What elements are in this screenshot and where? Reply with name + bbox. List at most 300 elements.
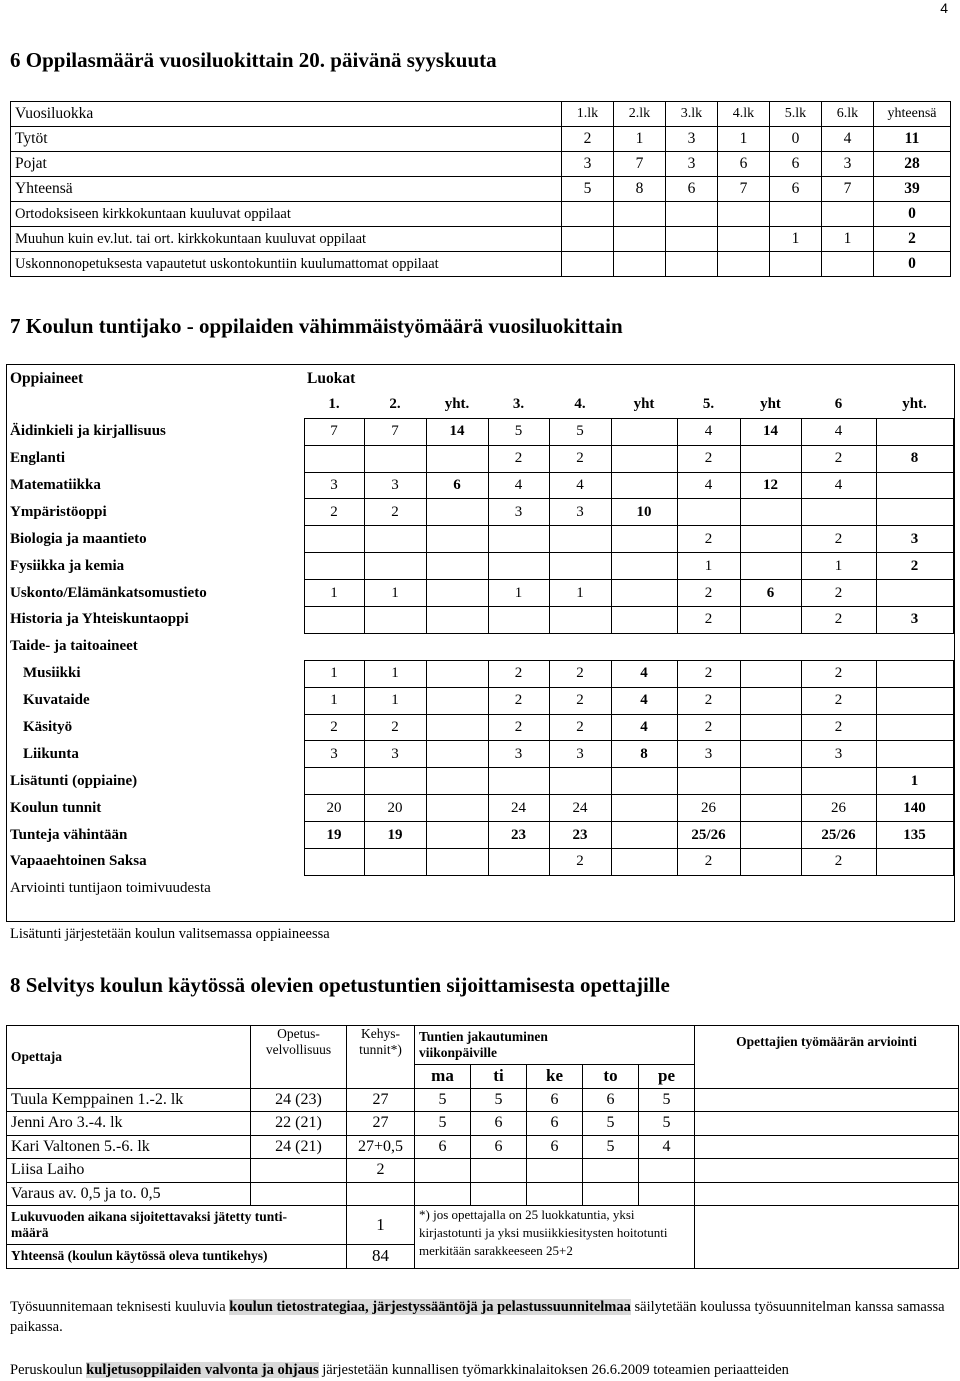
cell-total: 0 [874, 252, 951, 277]
cell [614, 202, 666, 227]
cell: 4 [822, 127, 874, 152]
cell [549, 633, 611, 660]
cell [364, 875, 426, 901]
cell: 2 [677, 687, 740, 714]
cell [304, 607, 364, 634]
cell: 1 [304, 687, 364, 714]
cell: 6 [718, 152, 770, 177]
cell: 8 [876, 445, 953, 472]
cell: 26 [677, 795, 740, 822]
cell: 2 [364, 714, 426, 741]
cell: 3 [876, 526, 953, 553]
cell [801, 633, 876, 660]
day-header: to [583, 1065, 639, 1089]
cell: 7 [822, 177, 874, 202]
header-obligation: Opetus- velvollisuus [251, 1026, 347, 1089]
cell: 7 [614, 152, 666, 177]
cell: 0 [770, 127, 822, 152]
day-header: pe [639, 1065, 695, 1089]
footnote: *) jos opettajalla on 25 luokkatuntia, yksi kirjastotunti ja yksi musiikkiesitysten hoitotunti merkitään sarakkeeseen 25+2 [415, 1206, 695, 1269]
cell: 2 [304, 714, 364, 741]
cell [364, 445, 426, 472]
day-value: 5 [583, 1112, 639, 1136]
para2-text: Peruskoulun [10, 1362, 87, 1378]
cell: 2 [677, 445, 740, 472]
header-col: 1.lk [562, 102, 614, 127]
teacher-name: Kari Valtonen 5.-6. lk [7, 1135, 251, 1159]
table-row [7, 445, 953, 472]
day-value: 6 [583, 1088, 639, 1112]
obligation: 24 (21) [251, 1135, 347, 1159]
cell: 4 [801, 472, 876, 499]
header-col: 2.lk [614, 102, 666, 127]
cell: 3 [666, 152, 718, 177]
cell [611, 768, 677, 795]
cell [364, 768, 426, 795]
row-label: Ortodoksiseen kirkkokuntaan kuuluvat oppilaat [11, 202, 562, 227]
cell: 4 [611, 660, 677, 687]
row-label: Muuhun kuin ev.lut. tai ort. kirkkokuntaan kuuluvat oppilaat [11, 227, 562, 252]
cell: 1 [364, 660, 426, 687]
day-value: 6 [415, 1135, 471, 1159]
header-kehys: Kehys- tunnit*) [347, 1026, 415, 1089]
cell: 2 [304, 499, 364, 526]
cell [770, 252, 822, 277]
teacher-name: Liisa Laiho [7, 1159, 251, 1183]
cell [304, 633, 364, 660]
cell [611, 418, 677, 445]
cell: 3 [364, 472, 426, 499]
curriculum-table [7, 366, 954, 902]
cell [614, 227, 666, 252]
day-value [415, 1159, 471, 1183]
para1-text: Työsuunnitemaan teknisesti kuuluvia [10, 1299, 230, 1315]
col-header: yht [633, 396, 655, 413]
cell: 26 [801, 795, 876, 822]
cell: 2 [801, 445, 876, 472]
cell [611, 795, 677, 822]
cell: 2 [562, 127, 614, 152]
cell: 1 [718, 127, 770, 152]
cell: 4 [801, 418, 876, 445]
cell: 20 [364, 795, 426, 822]
cell [740, 607, 801, 634]
cell: 25/26 [677, 822, 740, 849]
header-col: 4.lk [718, 102, 770, 127]
cell: 2 [549, 660, 611, 687]
teacher-row [7, 1135, 959, 1159]
spacer [7, 392, 304, 418]
cell: 24 [549, 795, 611, 822]
cell [611, 822, 677, 849]
day-value [639, 1182, 695, 1206]
col-header: 2. [389, 396, 401, 413]
cell: 14 [740, 418, 801, 445]
empty-cell [695, 1206, 959, 1269]
subject-label: Musiikki [23, 665, 81, 682]
table-row [7, 607, 953, 634]
cell [740, 526, 801, 553]
kehys: 2 [347, 1159, 415, 1183]
subject-label: Historia ja Yhteiskuntaoppi [10, 611, 189, 628]
subject-label: Käsityö [23, 719, 73, 736]
day-value: 5 [639, 1088, 695, 1112]
col-header: 3. [512, 396, 525, 413]
cell [364, 607, 426, 634]
subject-label: Arviointi tuntijaon toimivuudesta [10, 880, 211, 897]
student-count-table [10, 101, 951, 277]
subject-label: Taide- ja taitoaineet [10, 638, 138, 655]
section-8-title: 8 Selvitys koulun käytössä olevien opetustuntien sijoittamisesta opettajille [10, 973, 670, 997]
cell [488, 526, 549, 553]
cell [876, 580, 953, 607]
cell: 3 [304, 741, 364, 768]
cell: 2 [677, 607, 740, 634]
cell: 2 [488, 660, 549, 687]
cell: 5 [488, 418, 549, 445]
cell [876, 499, 953, 526]
cell [666, 252, 718, 277]
table-row [7, 795, 953, 822]
col-header: yht [760, 396, 781, 413]
cell: 1 [364, 687, 426, 714]
cell: 2 [801, 660, 876, 687]
cell: 1 [876, 768, 953, 795]
col-header: 6 [834, 396, 843, 413]
subject-label: Liikunta [23, 745, 79, 762]
teacher-name: Jenni Aro 3.-4. lk [7, 1112, 251, 1136]
cell: 7 [364, 418, 426, 445]
cell [822, 252, 874, 277]
cell: 7 [304, 418, 364, 445]
cell: 23 [488, 822, 549, 849]
table-row [7, 875, 953, 901]
cell: 2 [677, 714, 740, 741]
row-label: Tytöt [11, 127, 562, 152]
cell [364, 526, 426, 553]
day-value [583, 1182, 639, 1206]
day-value [415, 1182, 471, 1206]
subject-label: Äidinkieli ja kirjallisuus [10, 423, 166, 440]
header-row [7, 1026, 959, 1065]
cell [426, 822, 488, 849]
table-row [11, 202, 951, 227]
cell [611, 849, 677, 876]
cell [740, 822, 801, 849]
table-row [7, 849, 953, 876]
day-header: ti [471, 1065, 527, 1089]
cell [876, 472, 953, 499]
teacher-allocation-table [6, 1025, 959, 1269]
table-row [7, 660, 953, 687]
row-label: Pojat [11, 152, 562, 177]
cell: 2 [364, 499, 426, 526]
subject-label: Englanti [10, 450, 66, 467]
row-label: Yhteensä [11, 177, 562, 202]
cell: 2 [801, 526, 876, 553]
cell: 2 [549, 849, 611, 876]
cell: 12 [740, 472, 801, 499]
cell [488, 768, 549, 795]
cell [611, 633, 677, 660]
cell-total: 11 [874, 127, 951, 152]
header-col: 6.lk [822, 102, 874, 127]
cell: 2 [677, 526, 740, 553]
row-label: Uskonnonopetuksesta vapautetut uskontokuntiin kuulumattomat oppilaat [11, 252, 562, 277]
cell [718, 252, 770, 277]
cell: 6 [666, 177, 718, 202]
subject-label: Fysiikka ja kemia [10, 557, 125, 574]
cell [740, 768, 801, 795]
cell: 4 [677, 418, 740, 445]
cell [876, 875, 953, 901]
header-col: yhteensä [874, 102, 951, 127]
cell: 4 [677, 472, 740, 499]
cell: 135 [876, 822, 953, 849]
cell: 1 [677, 553, 740, 580]
cell: 1 [549, 580, 611, 607]
cell: 5 [549, 418, 611, 445]
day-value: 5 [415, 1112, 471, 1136]
cell: 2 [677, 849, 740, 876]
cell [304, 768, 364, 795]
cell: 4 [549, 472, 611, 499]
cell [677, 633, 740, 660]
cell-total: 0 [874, 202, 951, 227]
cell [562, 227, 614, 252]
para1-text-end: säilytetään koulussa työsuunnitelman kanssa samassa paikassa. [10, 1299, 945, 1335]
cell [488, 633, 549, 660]
cell [426, 687, 488, 714]
cell: 2 [801, 714, 876, 741]
cell: 7 [718, 177, 770, 202]
table-row [7, 499, 953, 526]
table-row [7, 714, 953, 741]
cell [488, 607, 549, 634]
cell [304, 849, 364, 876]
cell: 3 [488, 741, 549, 768]
cell: 3 [666, 127, 718, 152]
header-col: 5.lk [770, 102, 822, 127]
cell [876, 741, 953, 768]
cell [549, 526, 611, 553]
assessment-cell [695, 1112, 959, 1136]
cell [718, 227, 770, 252]
cell [740, 633, 801, 660]
cell-total: 39 [874, 177, 951, 202]
reserve-value: 1 [347, 1206, 415, 1245]
assessment-cell [695, 1135, 959, 1159]
cell [549, 553, 611, 580]
cell: 2 [549, 445, 611, 472]
cell: 5 [562, 177, 614, 202]
cell [426, 607, 488, 634]
cell: 1 [822, 227, 874, 252]
cell-total: 2 [874, 227, 951, 252]
cell [611, 526, 677, 553]
cell [677, 875, 740, 901]
header-teacher: Opettaja [7, 1026, 251, 1089]
cell: 2 [549, 714, 611, 741]
cell [740, 849, 801, 876]
cell: 6 [740, 580, 801, 607]
cell [801, 768, 876, 795]
cell [488, 875, 549, 901]
cell: 2 [801, 849, 876, 876]
subject-label: Lisätunti (oppiaine) [10, 772, 138, 789]
day-value [527, 1159, 583, 1183]
cell [488, 849, 549, 876]
cell: 25/26 [801, 822, 876, 849]
cell [426, 795, 488, 822]
cell [876, 687, 953, 714]
teacher-name: Varaus av. 0,5 ja to. 0,5 [7, 1182, 251, 1206]
cell [740, 714, 801, 741]
subject-label: Matematiikka [10, 477, 101, 493]
cell [740, 875, 801, 901]
table-row [11, 252, 951, 277]
cell: 3 [304, 472, 364, 499]
cell [549, 875, 611, 901]
para1-highlight: koulun tietostrategiaa, järjestyssääntöjä ja pelastussuunnitelmaa [229, 1299, 631, 1315]
assessment-cell [695, 1182, 959, 1206]
cell: 19 [304, 822, 364, 849]
day-header: ke [527, 1065, 583, 1089]
cell-total: 28 [874, 152, 951, 177]
cell [740, 499, 801, 526]
cell: 2 [801, 607, 876, 634]
kehys: 27+0,5 [347, 1135, 415, 1159]
cell: 2 [801, 580, 876, 607]
table-row [11, 152, 951, 177]
cell: 6 [426, 472, 488, 499]
table-row [11, 127, 951, 152]
reserve-row [7, 1206, 959, 1245]
day-value: 6 [527, 1112, 583, 1136]
subject-label: Vapaaehtoinen Saksa [10, 853, 147, 870]
teacher-row [7, 1088, 959, 1112]
cell [801, 875, 876, 901]
header-row [7, 366, 953, 392]
cell [740, 687, 801, 714]
day-value: 6 [527, 1135, 583, 1159]
cell [426, 714, 488, 741]
cell: 1 [614, 127, 666, 152]
subject-label: Koulun tunnit [10, 799, 102, 816]
subject-label: Ympäristöoppi [10, 503, 107, 520]
cell: 1 [304, 580, 364, 607]
cell [876, 633, 953, 660]
cell: 24 [488, 795, 549, 822]
cell [740, 553, 801, 580]
total-value: 84 [347, 1245, 415, 1269]
day-header: ma [415, 1065, 471, 1089]
teacher-row [7, 1159, 959, 1183]
day-value [583, 1159, 639, 1183]
cell [562, 252, 614, 277]
obligation: 22 (21) [251, 1112, 347, 1136]
cell: 2 [677, 580, 740, 607]
curriculum-note: Lisätunti järjestetään koulun valitsemassa oppiaineessa [10, 926, 330, 942]
obligation: 24 (23) [251, 1088, 347, 1112]
day-value: 6 [527, 1088, 583, 1112]
table-row [7, 580, 953, 607]
table-row [7, 633, 953, 660]
cell [426, 633, 488, 660]
cell [801, 499, 876, 526]
page-number: 4 [940, 0, 948, 16]
cell [488, 553, 549, 580]
cell: 8 [614, 177, 666, 202]
cell: 19 [364, 822, 426, 849]
assessment-cell [695, 1088, 959, 1112]
cell [677, 768, 740, 795]
col-header: 4. [574, 396, 586, 413]
cell [740, 741, 801, 768]
para2-text-end: järjestetään kunnallisen työmarkkinalaitoksen 26.6.2009 toteamien periaatteiden [318, 1362, 789, 1378]
cell [426, 875, 488, 901]
cell [876, 849, 953, 876]
day-value: 6 [471, 1112, 527, 1136]
assessment-cell [695, 1159, 959, 1183]
cell [611, 607, 677, 634]
col-header: 1. [328, 396, 340, 413]
table-row [7, 687, 953, 714]
cell [611, 580, 677, 607]
cell: 2 [677, 660, 740, 687]
header-col: 3.lk [666, 102, 718, 127]
kehys [347, 1182, 415, 1206]
table-row [7, 472, 953, 499]
cell: 2 [488, 714, 549, 741]
cell: 3 [876, 607, 953, 634]
subject-label: Kuvataide [23, 692, 90, 709]
col-header: yht. [902, 396, 927, 413]
header-subjects: Oppiaineet [10, 369, 84, 387]
cell: 1 [304, 660, 364, 687]
cell [426, 849, 488, 876]
day-value [527, 1182, 583, 1206]
table-row [7, 768, 953, 795]
cell: 1 [364, 580, 426, 607]
subject-label: Biologia ja maantieto [10, 530, 147, 547]
cell [740, 445, 801, 472]
day-value: 5 [583, 1135, 639, 1159]
cell: 140 [876, 795, 953, 822]
cell: 3 [822, 152, 874, 177]
day-value: 5 [415, 1088, 471, 1112]
cell [426, 741, 488, 768]
col-header: 5. [702, 396, 715, 413]
cell: 6 [770, 152, 822, 177]
cell [364, 849, 426, 876]
cell [304, 553, 364, 580]
cell: 4 [488, 472, 549, 499]
paragraph-transport [10, 1360, 955, 1380]
cell [666, 202, 718, 227]
cell: 3 [549, 499, 611, 526]
cell: 20 [304, 795, 364, 822]
day-value [639, 1159, 695, 1183]
cell [426, 660, 488, 687]
table-row [7, 822, 953, 849]
cell: 10 [611, 499, 677, 526]
cell [740, 795, 801, 822]
header-classes: Luokat [307, 369, 356, 387]
cell [562, 202, 614, 227]
table-row [7, 526, 953, 553]
table-row [7, 418, 953, 445]
